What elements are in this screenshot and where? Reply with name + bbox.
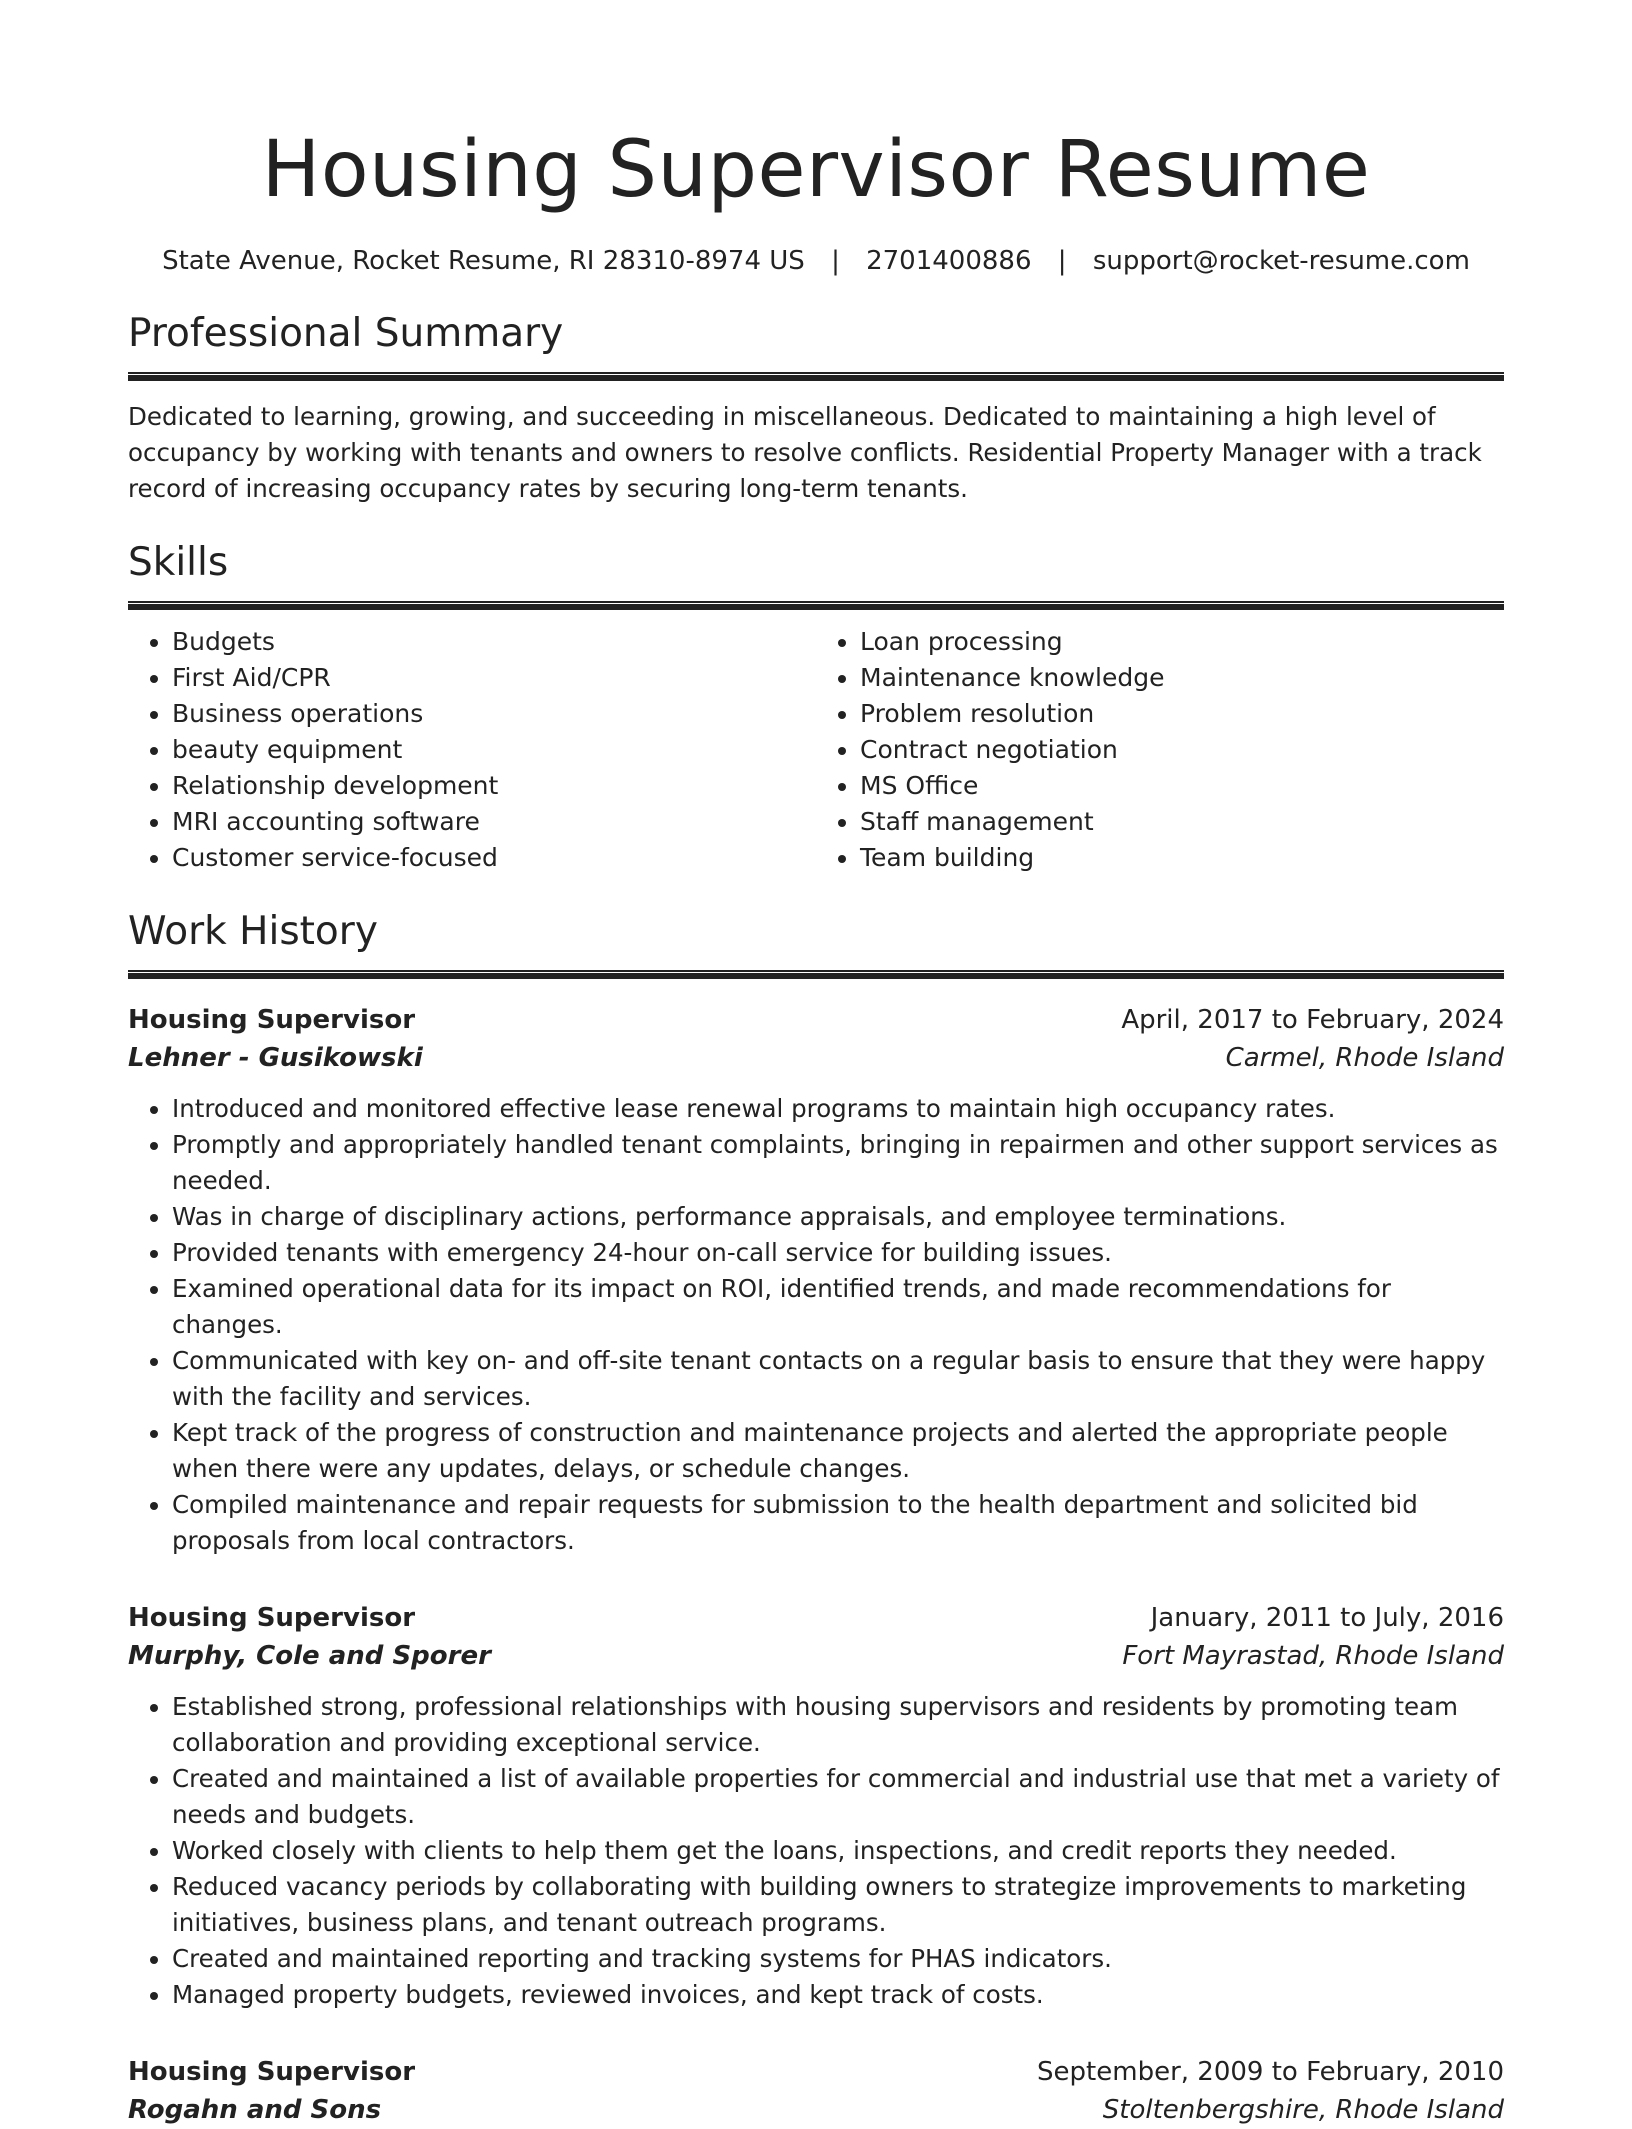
job-dates: April, 2017 to February, 2024: [1121, 1005, 1504, 1035]
job-bullet: • Reduced vacancy periods by collaborating with building owners to strategize improvements to marketing initiatives, business plans, and tenant outreach programs.: [172, 1869, 1504, 1941]
job-dates: September, 2009 to February, 2010: [1037, 2057, 1504, 2087]
skills-list-left: [128, 624, 816, 876]
contact-phone: 2701400886: [866, 246, 1032, 276]
skills-section: [128, 539, 1504, 876]
job-company-row: [128, 1039, 1504, 1077]
job-bullet: • Communicated with key on- and off-site tenant contacts on a regular basis to ensure that they were happy with the facility and services.: [172, 1343, 1504, 1415]
job-bullet: • Compiled maintenance and repair requests for submission to the health department and solicited bid proposals from local contractors.: [172, 1487, 1504, 1559]
job-bullet: • Provided tenants with emergency 24-hour on-call service for building issues.: [172, 1235, 1504, 1271]
skill-item: • Customer service-focused: [172, 840, 816, 876]
job-title: Housing Supervisor: [128, 1005, 416, 1035]
job-company: Rogahn and Sons: [128, 2095, 382, 2125]
skill-item: • First Aid/CPR: [172, 660, 816, 696]
job-company: Lehner - Gusikowski: [128, 1043, 423, 1073]
skill-item: • Problem resolution: [860, 696, 1504, 732]
job-company: Murphy, Cole and Sporer: [128, 1641, 491, 1671]
job-company-row: [128, 1637, 1504, 1675]
job-bullets: [128, 1689, 1504, 2013]
section-divider: [128, 372, 1504, 381]
work-section: [128, 908, 1504, 2129]
skill-item: • beauty equipment: [172, 732, 816, 768]
job-entry: [128, 2053, 1504, 2129]
job-bullet: • Was in charge of disciplinary actions, performance appraisals, and employee terminations.: [172, 1199, 1504, 1235]
skills-heading: Skills: [128, 540, 229, 585]
job-location: Carmel, Rhode Island: [1225, 1043, 1504, 1073]
skill-item: • Team building: [860, 840, 1504, 876]
job-title: Housing Supervisor: [128, 1603, 416, 1633]
job-bullet: • Introduced and monitored effective lease renewal programs to maintain high occupancy rates.: [172, 1091, 1504, 1127]
skill-item: • Staff management: [860, 804, 1504, 840]
skill-item: • Budgets: [172, 624, 816, 660]
contact-address: State Avenue, Rocket Resume, RI 28310-8974 US: [162, 246, 805, 276]
job-bullet: • Created and maintained reporting and tracking systems for PHAS indicators.: [172, 1941, 1504, 1977]
contact-separator: |: [1057, 246, 1067, 276]
job-header-row: [128, 1001, 1504, 1039]
job-location: Fort Mayrastad, Rhode Island: [1122, 1641, 1504, 1671]
contact-email: support@rocket-resume.com: [1092, 246, 1470, 276]
contact-separator: |: [831, 246, 840, 276]
job-bullet: • Worked closely with clients to help them get the loans, inspections, and credit reports they needed.: [172, 1833, 1504, 1869]
skill-item: • Business operations: [172, 696, 816, 732]
page-title: Housing Supervisor Resume: [261, 125, 1371, 215]
job-company-row: [128, 2091, 1504, 2129]
skills-list-right: [816, 624, 1504, 876]
job-bullet: • Examined operational data for its impact on ROI, identified trends, and made recommendations for changes.: [172, 1271, 1504, 1343]
job-dates: January, 2011 to July, 2016: [1150, 1603, 1504, 1633]
summary-text: Dedicated to learning, growing, and succeeding in miscellaneous. Dedicated to maintaining a high level of occupancy by working with tenants and owners to resolve conflicts. Residential Property Manager with a track record of increasing occupancy rates by securing long-term tenants.: [128, 402, 1482, 503]
job-entry: [128, 1001, 1504, 1559]
work-heading: Work History: [128, 909, 378, 954]
skill-item: • Loan processing: [860, 624, 1504, 660]
job-bullet: • Promptly and appropriately handled tenant complaints, bringing in repairmen and other support services as needed.: [172, 1127, 1504, 1199]
skill-item: • MRI accounting software: [172, 804, 816, 840]
job-title: Housing Supervisor: [128, 2057, 416, 2087]
job-entry: [128, 1599, 1504, 2013]
skill-item: • MS Office: [860, 768, 1504, 804]
job-header-row: [128, 2053, 1504, 2091]
job-bullet: • Established strong, professional relationships with housing supervisors and residents by promoting team collaboration and providing exceptional service.: [172, 1689, 1504, 1761]
job-bullets: [128, 1091, 1504, 1559]
job-header-row: [128, 1599, 1504, 1637]
skill-item: • Maintenance knowledge: [860, 660, 1504, 696]
contact-line: [128, 244, 1504, 278]
section-divider: [128, 601, 1504, 610]
job-bullet: • Kept track of the progress of construction and maintenance projects and alerted the appropriate people when there were any updates, delays, or schedule changes.: [172, 1415, 1504, 1487]
job-bullet: • Created and maintained a list of available properties for commercial and industrial use that met a variety of needs and budgets.: [172, 1761, 1504, 1833]
skills-columns: [128, 624, 1504, 876]
skill-item: • Contract negotiation: [860, 732, 1504, 768]
section-divider: [128, 970, 1504, 979]
summary-section: [128, 310, 1504, 507]
summary-heading: Professional Summary: [128, 311, 564, 356]
job-location: Stoltenbergshire, Rhode Island: [1102, 2095, 1504, 2125]
skill-item: • Relationship development: [172, 768, 816, 804]
job-bullet: • Managed property budgets, reviewed invoices, and kept track of costs.: [172, 1977, 1504, 2013]
